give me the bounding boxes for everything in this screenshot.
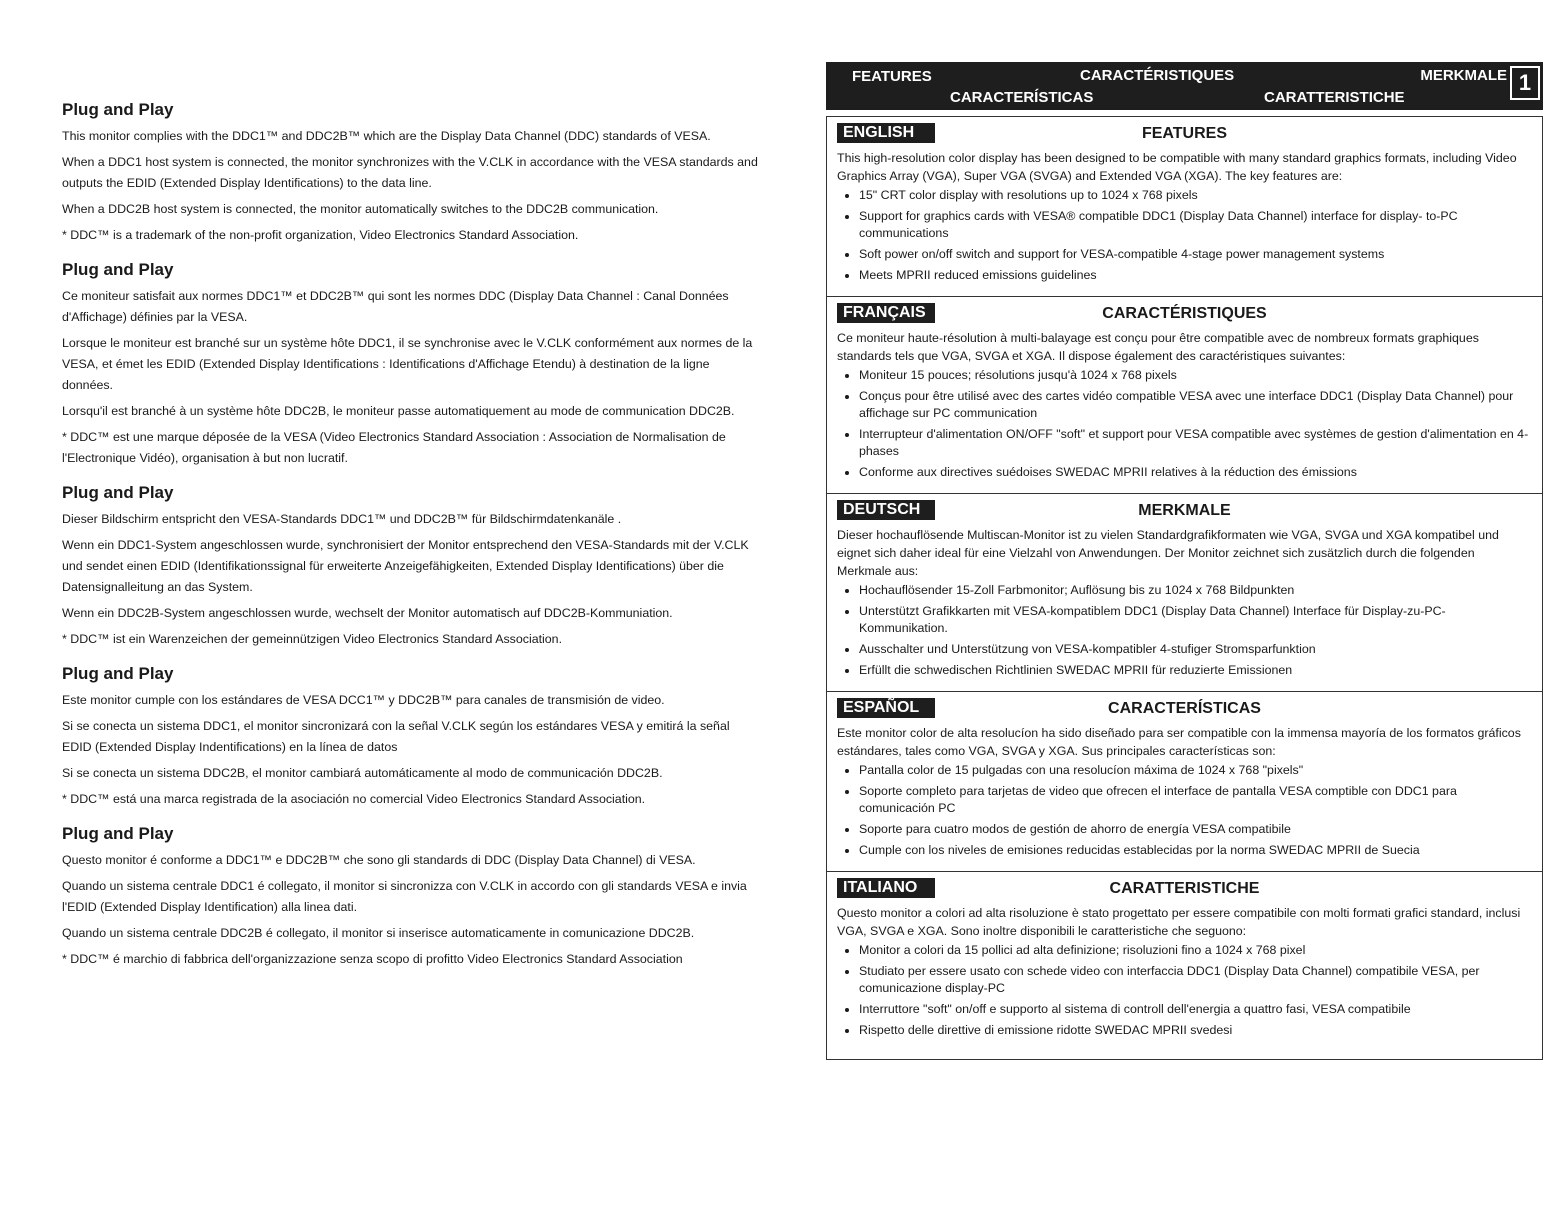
list-item: • Soporte completo para tarjetas de video que ofrecen el interface de pantalla VESA comptible con DDC1 para comunicación PC [859, 783, 1532, 817]
language-tag: ITALIANO [837, 878, 935, 898]
paragraph: Lorsqu'il est branché à un système hôte DDC2B, le moniteur passe automatiquement au mode de communication DDC2B. [62, 404, 735, 418]
list-item: • Interruttore "soft" on/off e supporto al sistema di controll dell'energia a quattro fasi, VESA compatibile [859, 1001, 1532, 1018]
language-heading: CARATTERISTICHE [1109, 880, 1260, 897]
left-page [62, 100, 762, 984]
language-tag: ENGLISH [837, 123, 935, 143]
feature-list [837, 582, 1532, 679]
header-caracteristiques: CARACTÉRISTIQUES [1080, 67, 1235, 84]
plug-and-play-italian [62, 824, 762, 970]
feature-list [837, 367, 1532, 481]
list-item: • Moniteur 15 pouces; résolutions jusqu'à 1024 x 768 pixels [859, 367, 1532, 384]
features-header-bar [826, 62, 1543, 110]
list-item: • Cumple con los niveles de emisiones reducidas establecidas por la norma SWEDAC MPRII de Suecia [859, 842, 1532, 859]
language-heading: MERKMALE [1138, 502, 1231, 519]
paragraph: Wenn ein DDC2B-System angeschlossen wurde, wechselt der Monitor automatisch auf DDC2B-Kommuniation. [62, 606, 673, 620]
page-number: 1 [1510, 66, 1540, 100]
paragraph: When a DDC1 host system is connected, the monitor synchronizes with the V.CLK in accordance with the VESA standards and outputs the EDID (Extended Display Identifications) to the data line. [62, 155, 758, 190]
language-section-french [827, 296, 1542, 493]
language-intro: Este monitor color de alta resolucíon ha sido diseñado para ser compatible con la immensa mayoría de los formatos gráficos estándares, tales como VGA, SVGA y XGA. Sus principales características son: [837, 726, 1521, 758]
paragraph: Este monitor cumple con los estándares de VESA DCC1™ y DDC2B™ para canales de transmisión de video. [62, 693, 665, 707]
language-section-spanish [827, 691, 1542, 871]
language-heading: CARACTERÍSTICAS [1108, 700, 1261, 717]
paragraph: When a DDC2B host system is connected, the monitor automatically switches to the DDC2B communication. [62, 202, 659, 216]
plug-and-play-spanish [62, 664, 762, 810]
list-item: • 15" CRT color display with resolutions up to 1024 x 768 pixels [859, 187, 1532, 204]
header-caracteristicas: CARACTERÍSTICAS [950, 89, 1094, 106]
list-item: • Support for graphics cards with VESA® compatible DDC1 (Display Data Channel) interface for display- to-PC communications [859, 208, 1532, 242]
features-box [826, 116, 1543, 1060]
list-item: • Studiato per essere usato con schede video con interfaccia DDC1 (Display Data Channel) compatibile VESA, per comunicazione display-PC [859, 963, 1532, 997]
paragraph: Quando un sistema centrale DDC2B é collegato, il monitor si inserisce automaticamente in comunicazione DDC2B. [62, 926, 695, 940]
footnote: * DDC™ está una marca registrada de la asociación no comercial Video Electronics Standard Association. [62, 792, 646, 806]
paragraph: Quando un sistema centrale DDC1 é collegato, il monitor si sincronizza con V.CLK in accordo con gli standards VESA e invia l'EDID (Extended Display Identification) alla linea dati. [62, 879, 747, 914]
language-intro: Ce moniteur haute-résolution à multi-balayage est conçu pour être compatible avec de nombreux formats graphiques standards tels que VGA, SVGA et XGA. Il dispose également des caractéristiques suivantes: [837, 331, 1479, 363]
paragraph: Ce moniteur satisfait aux normes DDC1™ et DDC2B™ qui sont les normes DDC (Display Data Channel : Canal Données d'Affichage) définies par la VESA. [62, 289, 729, 324]
language-intro: Dieser hochauflösende Multiscan-Monitor ist zu vielen Standardgrafikformaten wie VGA, SVGA und XGA kompatibel und eignet sich daher ideal für eine Vielzahl von Anwendungen. Der Monitor zeichnet sich zusätzlich durch die folgenden Merkmale aus: [837, 528, 1499, 578]
paragraph: This monitor complies with the DDC1™ and DDC2B™ which are the Display Data Channel (DDC) standards of VESA. [62, 129, 711, 143]
list-item: • Rispetto delle direttive di emissione ridotte SWEDAC MPRII svedesi [859, 1022, 1532, 1039]
paragraph: Questo monitor é conforme a DDC1™ e DDC2B™ che sono gli standards di DDC (Display Data Channel) di VESA. [62, 853, 696, 867]
section-title: Plug and Play [62, 483, 174, 502]
language-heading: FEATURES [1141, 125, 1228, 142]
footnote: * DDC™ est une marque déposée de la VESA (Video Electronics Standard Association : Association de Normalisation de l'Electronique Vidéo), organisation à but non lucratif. [62, 430, 726, 465]
language-section-german [827, 493, 1542, 691]
footnote: * DDC™ é marchio di fabbrica dell'organizzazione senza scopo di profitto Video Electronics Standard Association [62, 952, 683, 966]
list-item: • Monitor a colori da 15 pollici ad alta definizione; risoluzioni fino a 1024 x 768 pixel [859, 942, 1532, 959]
footnote: * DDC™ ist ein Warenzeichen der gemeinnützigen Video Electronics Standard Association. [62, 632, 563, 646]
list-item: • Erfüllt die schwedischen Richtlinien SWEDAC MPRII für reduzierte Emissionen [859, 662, 1532, 679]
section-title: Plug and Play [62, 260, 174, 279]
language-tag: FRANÇAIS [837, 303, 935, 323]
feature-list [837, 762, 1532, 859]
paragraph: Dieser Bildschirm entspricht den VESA-Standards DDC1™ und DDC2B™ für Bildschirmdatenkanäle . [62, 512, 622, 526]
language-section-english [827, 116, 1542, 296]
paragraph: Lorsque le moniteur est branché sur un système hôte DDC1, il se synchronise avec le V.CLK conformément aux normes de la VESA, et émet les EDID (Extended Display Identifications : Identifications d'Affichage Etendu) à destination de la ligne données. [62, 336, 753, 392]
header-features: FEATURES [852, 68, 932, 85]
list-item: • Unterstützt Grafikkarten mit VESA-kompatiblem DDC1 (Display Data Channel) Interface für Display-zu-PC-Kommunikation. [859, 603, 1532, 637]
header-caratteristiche: CARATTERISTICHE [1264, 89, 1405, 106]
language-heading: CARACTÉRISTIQUES [1102, 305, 1267, 322]
language-intro: This high-resolution color display has been designed to be compatible with many standard graphics formats, including Video Graphics Array (VGA), Super VGA (SVGA) and Extended VGA (XGA). The key features are: [837, 151, 1517, 183]
paragraph: Si se conecta un sistema DDC2B, el monitor cambiará automáticamente al modo de communicación DDC2B. [62, 766, 663, 780]
list-item: • Conçus pour être utilisé avec des cartes vidéo compatible VESA avec une interface DDC1 (Display Data Channel) pour affichage sur PC communication [859, 388, 1532, 422]
list-item: • Hochauflösender 15-Zoll Farbmonitor; Auflösung bis zu 1024 x 768 Bildpunkten [859, 582, 1532, 599]
list-item: • Meets MPRII reduced emissions guidelines [859, 267, 1532, 284]
list-item: • Pantalla color de 15 pulgadas con una resolucíon máxima de 1024 x 768 "pixels" [859, 762, 1532, 779]
list-item: • Interrupteur d'alimentation ON/OFF "soft" et support pour VESA compatible avec systèmes de gestion d'alimentation en 4-phases [859, 426, 1532, 460]
language-section-italian [827, 871, 1542, 1051]
section-title: Plug and Play [62, 100, 174, 119]
feature-list [837, 942, 1532, 1039]
language-intro: Questo monitor a colori ad alta risoluzione è stato progettato per essere compatibile con molti formati grafici standard, inclusi VGA, SVGA e XGA. Sono inoltre disponibili le caratteristiche che seguono: [837, 906, 1521, 938]
header-merkmale: MERKMALE [1420, 67, 1507, 84]
right-page [826, 62, 1543, 1060]
plug-and-play-french [62, 260, 762, 469]
paragraph: Wenn ein DDC1-System angeschlossen wurde, synchronisiert der Monitor entsprechend den VESA-Standards mit der V.CLK und sendet einen EDID (Identifikationssignal für erweiterte Anzeigefähigkeiten, Extended Display Identifications) über die Datensignalleitung an das System. [62, 538, 749, 594]
section-title: Plug and Play [62, 824, 174, 843]
section-title: Plug and Play [62, 664, 174, 683]
language-tag: ESPAÑOL [837, 698, 935, 718]
feature-list [837, 187, 1532, 284]
footnote: * DDC™ is a trademark of the non-profit organization, Video Electronics Standard Association. [62, 228, 579, 242]
list-item: • Soft power on/off switch and support for VESA-compatible 4-stage power management systems [859, 246, 1532, 263]
plug-and-play-german [62, 483, 762, 650]
language-tag: DEUTSCH [837, 500, 935, 520]
paragraph: Si se conecta un sistema DDC1, el monitor sincronizará con la señal V.CLK según los estándares VESA y emitirá la señal EDID (Extended Display Indentifications) en la línea de datos [62, 719, 730, 754]
list-item: • Soporte para cuatro modos de gestión de ahorro de energía VESA compatibile [859, 821, 1532, 838]
list-item: • Conforme aux directives suédoises SWEDAC MPRII relatives à la réduction des émissions [859, 464, 1532, 481]
plug-and-play-english [62, 100, 762, 246]
list-item: • Ausschalter und Unterstützung von VESA-kompatibler 4-stufiger Stromsparfunktion [859, 641, 1532, 658]
